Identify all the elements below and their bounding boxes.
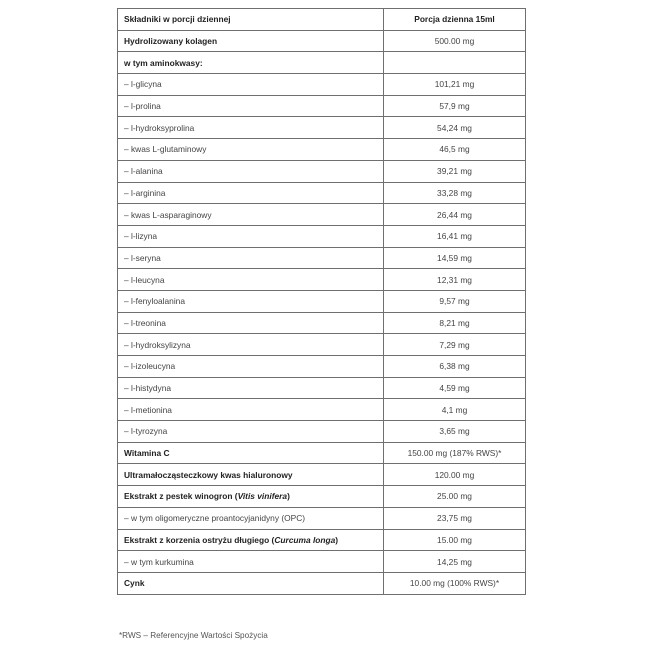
ingredient-name: [118, 139, 384, 161]
ingredient-amount: 14,25 mg: [384, 551, 526, 573]
table-row: [118, 74, 526, 96]
ingredient-amount: 120.00 mg: [384, 464, 526, 486]
table-row: [118, 182, 526, 204]
ingredient-amount: 39,21 mg: [384, 160, 526, 182]
ingredient-amount: [384, 52, 526, 74]
ingredient-name: [118, 334, 384, 356]
table-header-row: [118, 9, 526, 31]
table-row: [118, 334, 526, 356]
ingredient-label: Hydrolizowany kolagen: [124, 36, 218, 47]
ingredient-label: – l-arginina: [124, 187, 166, 198]
ingredient-label: Cynk: [124, 578, 145, 589]
ingredient-name: [118, 204, 384, 226]
ingredient-name: [118, 160, 384, 182]
ingredient-amount: 10.00 mg (100% RWS)*: [384, 572, 526, 594]
table-row: [118, 507, 526, 529]
ingredient-amount: 26,44 mg: [384, 204, 526, 226]
ingredient-label: Witamina C: [124, 448, 170, 459]
ingredient-label: – w tym kurkumina: [124, 556, 194, 567]
ingredient-amount: 6,38 mg: [384, 356, 526, 378]
ingredient-label: – l-izoleucyna: [124, 361, 176, 372]
ingredient-amount: 54,24 mg: [384, 117, 526, 139]
table-row: [118, 551, 526, 573]
nutrition-table-container: [117, 8, 525, 595]
ingredient-name: [118, 95, 384, 117]
ingredient-latin-name: Curcuma longa: [274, 534, 336, 545]
ingredient-amount: 57,9 mg: [384, 95, 526, 117]
ingredient-label: – l-prolina: [124, 101, 161, 112]
header-ingredients: Składniki w porcji dziennej: [118, 9, 384, 31]
ingredient-amount: 9,57 mg: [384, 290, 526, 312]
ingredient-amount: 7,29 mg: [384, 334, 526, 356]
ingredient-label: – l-treonina: [124, 317, 166, 328]
ingredient-name: [118, 356, 384, 378]
ingredient-label: – l-histydyna: [124, 383, 172, 394]
header-daily-portion: Porcja dzienna 15ml: [384, 9, 526, 31]
table-row: [118, 572, 526, 594]
table-row: [118, 421, 526, 443]
ingredient-name: [118, 464, 384, 486]
table-row: [118, 464, 526, 486]
ingredient-label: – l-alanina: [124, 166, 163, 177]
ingredient-name: [118, 486, 384, 508]
ingredient-label: – kwas L-asparaginowy: [124, 209, 212, 220]
table-row: [118, 160, 526, 182]
ingredient-name: [118, 30, 384, 52]
ingredient-label: – l-leucyna: [124, 274, 165, 285]
ingredient-name: [118, 312, 384, 334]
table-row: [118, 139, 526, 161]
ingredient-name: [118, 572, 384, 594]
ingredient-label: – kwas L-glutaminowy: [124, 144, 207, 155]
ingredient-amount: 500.00 mg: [384, 30, 526, 52]
table-body: [118, 30, 526, 594]
table-row: [118, 95, 526, 117]
ingredient-label: – l-glicyna: [124, 79, 162, 90]
ingredient-name: [118, 225, 384, 247]
ingredient-label: – l-seryna: [124, 252, 161, 263]
ingredient-latin-name: Vitis vinifera: [237, 491, 288, 502]
ingredient-name: [118, 421, 384, 443]
nutrition-table: [117, 8, 526, 595]
ingredient-name: [118, 290, 384, 312]
table-row: [118, 377, 526, 399]
ingredient-amount: 46,5 mg: [384, 139, 526, 161]
table-row: [118, 486, 526, 508]
table-row: [118, 117, 526, 139]
ingredient-amount: 4,1 mg: [384, 399, 526, 421]
ingredient-name: [118, 399, 384, 421]
table-row: [118, 312, 526, 334]
ingredient-amount: 16,41 mg: [384, 225, 526, 247]
table-row: [118, 442, 526, 464]
ingredient-name: [118, 182, 384, 204]
ingredient-amount: 25.00 mg: [384, 486, 526, 508]
ingredient-label: Ekstrakt z korzenia ostryżu długiego (: [124, 534, 275, 545]
ingredient-label: Ekstrakt z pestek winogron (: [124, 491, 238, 502]
ingredient-label: – l-hydroksylizyna: [124, 339, 191, 350]
ingredient-label-suffix: ): [287, 491, 290, 502]
table-row: [118, 269, 526, 291]
ingredient-label: – l-hydroksyprolina: [124, 122, 195, 133]
ingredient-label: – l-tyrozyna: [124, 426, 168, 437]
table-row: [118, 290, 526, 312]
ingredient-label: – l-lizyna: [124, 231, 158, 242]
table-row: [118, 247, 526, 269]
ingredient-name: [118, 377, 384, 399]
ingredient-name: [118, 117, 384, 139]
ingredient-name: [118, 247, 384, 269]
ingredient-label: Ultramałocząsteczkowy kwas hialuronowy: [124, 469, 293, 480]
ingredient-amount: 3,65 mg: [384, 421, 526, 443]
ingredient-amount: 8,21 mg: [384, 312, 526, 334]
ingredient-name: [118, 269, 384, 291]
ingredient-amount: 23,75 mg: [384, 507, 526, 529]
ingredient-amount: 150.00 mg (187% RWS)*: [384, 442, 526, 464]
ingredient-name: [118, 529, 384, 551]
table-row: [118, 30, 526, 52]
table-row: [118, 399, 526, 421]
ingredient-label: – l-fenyloalanina: [124, 296, 185, 307]
footnote: *RWS – Referencyjne Wartości Spożycia: [119, 631, 268, 640]
table-row: [118, 225, 526, 247]
ingredient-name: [118, 551, 384, 573]
ingredient-amount: 14,59 mg: [384, 247, 526, 269]
ingredient-name: [118, 52, 384, 74]
ingredient-label: w tym aminokwasy:: [124, 57, 203, 68]
ingredient-label: – w tym oligomeryczne proantocyjanidyny (OPC): [124, 513, 306, 524]
ingredient-name: [118, 507, 384, 529]
table-row: [118, 204, 526, 226]
ingredient-label-suffix: ): [335, 534, 339, 545]
ingredient-amount: 101,21 mg: [384, 74, 526, 96]
table-row: [118, 52, 526, 74]
ingredient-amount: 12,31 mg: [384, 269, 526, 291]
ingredient-label: – l-metionina: [124, 404, 172, 415]
ingredient-name: [118, 74, 384, 96]
table-row: [118, 356, 526, 378]
ingredient-amount: 33,28 mg: [384, 182, 526, 204]
ingredient-name: [118, 442, 384, 464]
ingredient-amount: 4,59 mg: [384, 377, 526, 399]
ingredient-amount: 15.00 mg: [384, 529, 526, 551]
table-row: [118, 529, 526, 551]
